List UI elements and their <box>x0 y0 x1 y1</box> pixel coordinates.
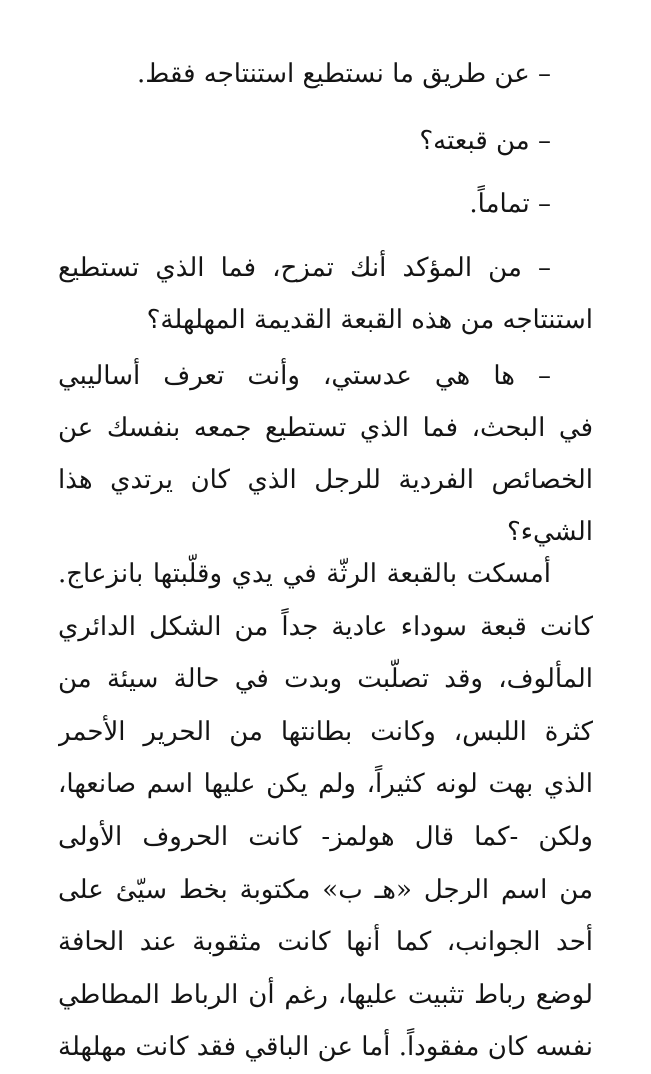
dialogue-text: في البحث، فما الذي تستطيع جمعه بنفسك عن <box>58 413 593 443</box>
dialogue-line-4 <box>58 242 593 346</box>
narrative-paragraph <box>58 548 593 1074</box>
paragraph-line: المألوف، وقد تصلّبت وبدت في حالة سيئة من <box>58 664 593 695</box>
dialogue-text: الشيء؟ <box>506 517 593 547</box>
paragraph-line: نفسه كان مفقوداً. أما عن الباقي فقد كانت مهلهلة <box>58 1032 593 1063</box>
dialogue-line-1 <box>58 48 593 100</box>
paragraph-line: ولكن -كما قال هولمز- كانت الحروف الأولى <box>58 821 593 852</box>
dialogue-line-2 <box>58 115 593 167</box>
paragraph-line: الذي بهت لونه كثيراً، ولم يكن عليها اسم صانعها، <box>58 769 593 800</box>
paragraph-line: أحد الجوانب، كما أنها كانت مثقوبة عند الحافة <box>58 927 593 958</box>
dialogue-text: استنتاجه من هذه القبعة القديمة المهلهلة؟ <box>146 305 593 335</box>
dialogue-text: – عن طريق ما نستطيع استنتاجه فقط. <box>137 59 551 89</box>
dialogue-line-3 <box>58 178 593 230</box>
paragraph-line: كثرة اللبس، وكانت بطانتها من الحرير الأحمر <box>58 716 593 747</box>
paragraph-line: من اسم الرجل «هـ ب» مكتوبة بخط سيّئ على <box>58 874 593 905</box>
dialogue-text: – ها هي عدستي، وأنت تعرف أساليبي <box>58 361 551 391</box>
dialogue-text: الخصائص الفردية للرجل الذي كان يرتدي هذا <box>58 465 593 495</box>
dialogue-text: – من المؤكد أنك تمزح، فما الذي تستطيع <box>58 253 551 283</box>
dialogue-text: – من قبعته؟ <box>419 126 551 156</box>
dialogue-text: – تماماً. <box>469 189 551 219</box>
paragraph-line: أمسكت بالقبعة الرثّة في يدي وقلّبتها بانزعاج. <box>58 559 551 589</box>
paragraph-line: لوضع رباط تثبيت عليها، رغم أن الرباط المطاطي <box>58 979 593 1010</box>
dialogue-line-5 <box>58 350 593 558</box>
paragraph-line: كانت قبعة سوداء عادية جداً من الشكل الدائري <box>58 611 593 642</box>
